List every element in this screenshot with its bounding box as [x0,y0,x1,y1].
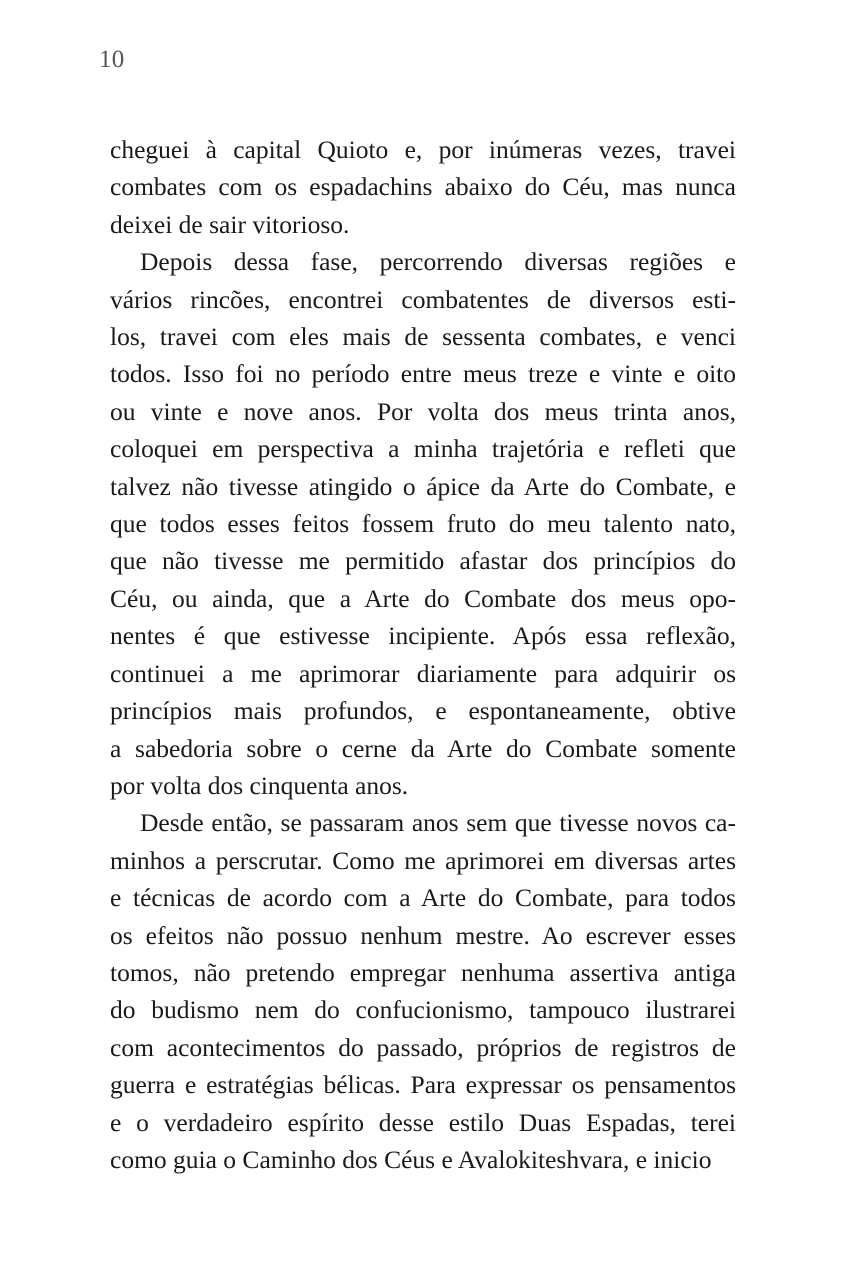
text-line: combates com os espadachins abaixo do Céu, mas nunca [110,172,736,202]
page-number: 10 [99,46,125,73]
text-line: e técnicas de acordo com a Arte do Combate, para todos [110,883,736,913]
text-line: ou vinte e nove anos. Por volta dos meus trinta anos, [110,396,736,426]
text-line: minhos a perscrutar. Como me aprimorei em diversas artes [110,845,736,875]
text-line: talvez não tivesse atingido o ápice da Arte do Combate, e [110,471,736,501]
text-line: que não tivesse me permitido afastar dos princípios do [110,546,736,576]
text-line: nentes é que estivesse incipiente. Após essa reflexão, [110,621,736,651]
text-line: e o verdadeiro espírito desse estilo Duas Espadas, terei [110,1107,736,1137]
text-line: do budismo nem do confucionismo, tampouco ilustrarei [110,995,736,1025]
paragraph [110,243,736,804]
text-line: Depois dessa fase, percorrendo diversas regiões e [140,247,736,277]
text-line: com acontecimentos do passado, próprios de registros de [110,1032,736,1062]
text-line: que todos esses feitos fossem fruto do meu talento nato, [110,509,736,539]
text-line: vários rincões, encontrei combatentes de diversos esti- [110,284,736,314]
text-line: coloquei em perspectiva a minha trajetória e refleti que [110,434,736,464]
text-line: princípios mais profundos, e espontaneamente, obtive [110,696,736,726]
text-line: deixei de sair vitorioso. [110,209,350,239]
text-line: por volta dos cinquenta anos. [110,770,409,800]
text-line: como guia o Caminho dos Céus e Avalokiteshvara, e inicio [110,1144,712,1174]
text-line: tomos, não pretendo empregar nenhuma assertiva antiga [110,957,736,987]
text-line: Desde então, se passaram anos sem que tivesse novos ca- [140,808,736,838]
text-line: continuei a me aprimorar diariamente para adquirir os [110,658,736,688]
text-line: a sabedoria sobre o cerne da Arte do Combate somente [110,733,736,763]
text-line: todos. Isso foi no período entre meus treze e vinte e oito [110,359,736,389]
text-line: guerra e estratégias bélicas. Para expressar os pensamentos [110,1070,736,1100]
text-line: Céu, ou ainda, que a Arte do Combate dos meus opo- [110,583,736,613]
text-line: os efeitos não possuo nenhum mestre. Ao escrever esses [110,920,736,950]
text-line: cheguei à capital Quioto e, por inúmeras vezes, travei [110,135,736,164]
paragraph [110,131,736,243]
paragraph [110,804,736,1178]
text-line: los, travei com eles mais de sessenta combates, e venci [110,322,736,352]
body-text [110,131,736,1178]
